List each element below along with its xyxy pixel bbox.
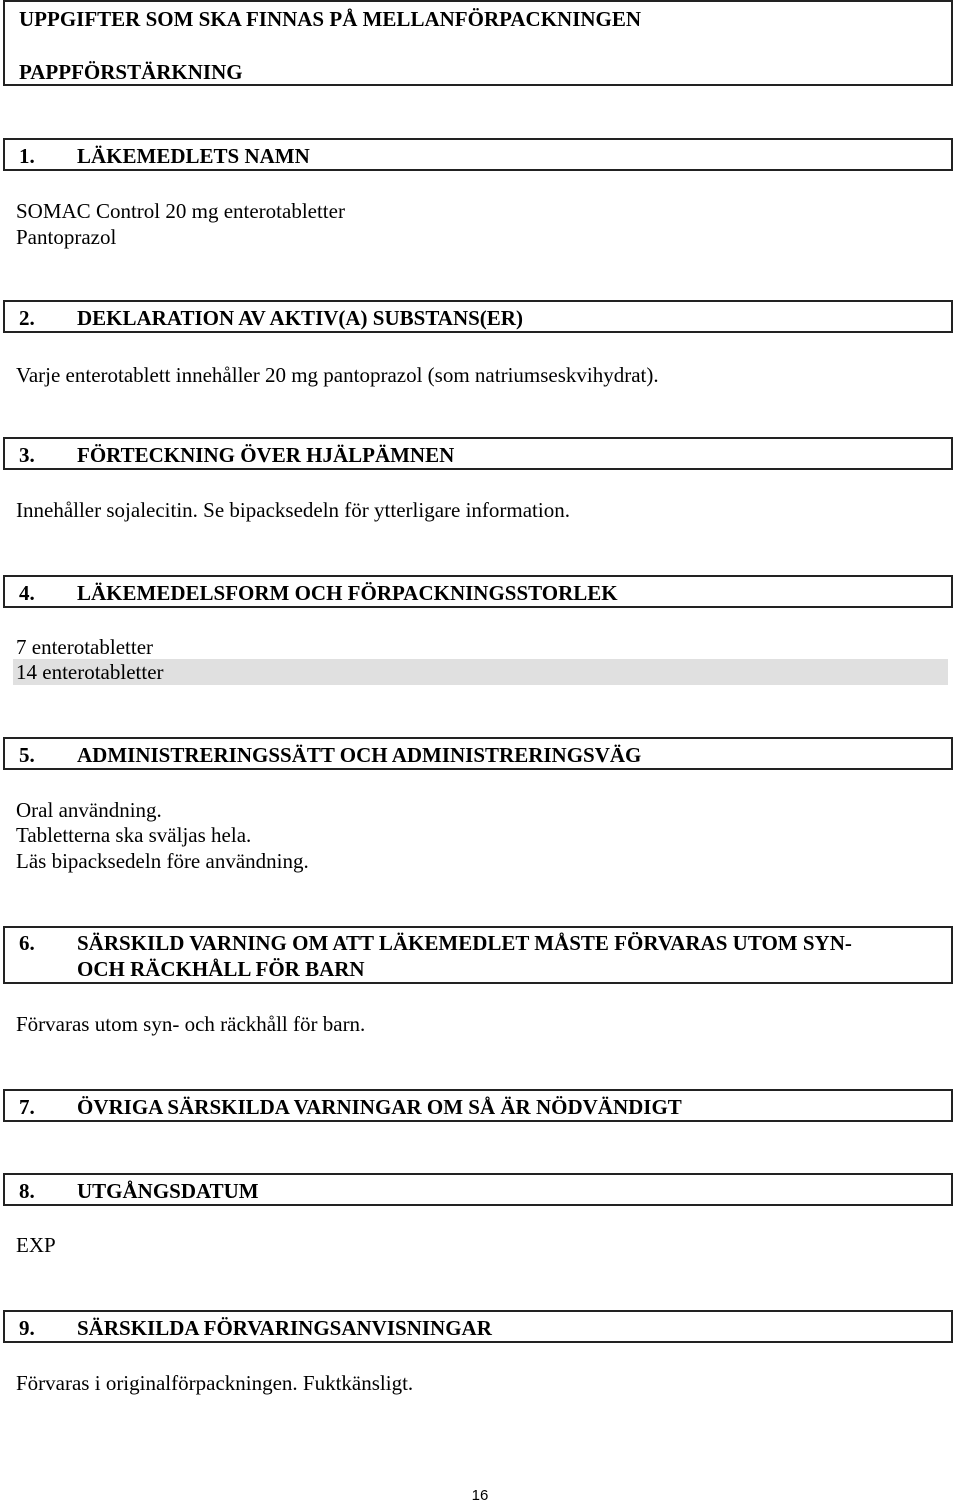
section-1-line-2: Pantoprazol	[16, 225, 117, 249]
section-8-line-1: EXP	[16, 1233, 56, 1257]
section-5-header	[3, 737, 953, 770]
section-1-header	[3, 138, 953, 171]
section-3-line-1: Innehåller sojalecitin. Se bipacksedeln för ytterligare information.	[16, 498, 570, 522]
section-6-title-line-1: SÄRSKILD VARNING OM ATT LÄKEMEDLET MÅSTE FÖRVARAS UTOM SYN-	[77, 931, 852, 955]
section-7-number: 7.	[19, 1095, 35, 1119]
section-7-header	[3, 1089, 953, 1122]
section-2-title: DEKLARATION AV AKTIV(A) SUBSTANS(ER)	[77, 306, 523, 330]
section-3-title: FÖRTECKNING ÖVER HJÄLPÄMNEN	[77, 443, 455, 467]
section-9-line-1: Förvaras i originalförpackningen. Fuktkänsligt.	[16, 1371, 414, 1395]
section-4-number: 4.	[19, 581, 35, 605]
section-8-number: 8.	[19, 1179, 35, 1203]
section-6-line-1: Förvaras utom syn- och räckhåll för barn.	[16, 1012, 366, 1036]
section-4-header	[3, 575, 953, 608]
section-7-title: ÖVRIGA SÄRSKILDA VARNINGAR OM SÅ ÄR NÖDVÄNDIGT	[77, 1095, 682, 1119]
section-2-number: 2.	[19, 306, 35, 330]
section-5-line-3: Läs bipacksedeln före användning.	[16, 849, 309, 873]
section-1-title: LÄKEMEDLETS NAMN	[77, 144, 310, 168]
section-4-line-1: 7 enterotabletter	[16, 635, 154, 659]
section-2-header	[3, 300, 953, 333]
section-5-number: 5.	[19, 743, 35, 767]
section-6-title-line-2: OCH RÄCKHÅLL FÖR BARN	[77, 957, 365, 981]
section-5-line-2: Tabletterna ska sväljas hela.	[16, 823, 252, 847]
section-2-line-1: Varje enterotablett innehåller 20 mg pantoprazol (som natriumseskvihydrat).	[16, 363, 659, 387]
section-6-header	[3, 926, 953, 984]
header-box	[3, 0, 953, 86]
section-3-number: 3.	[19, 443, 35, 467]
page-number: 16	[471, 1487, 489, 1504]
section-6-number: 6.	[19, 931, 35, 955]
section-1-line-1: SOMAC Control 20 mg enterotabletter	[16, 199, 345, 223]
section-4-title: LÄKEMEDELSFORM OCH FÖRPACKNINGSSTORLEK	[77, 581, 618, 605]
section-5-title: ADMINISTRERINGSSÄTT OCH ADMINISTRERINGSVÄG	[77, 743, 642, 767]
header-subtitle: PAPPFÖRSTÄRKNING	[19, 60, 243, 84]
section-5-line-1: Oral användning.	[16, 798, 162, 822]
section-9-title: SÄRSKILDA FÖRVARINGSANVISNINGAR	[77, 1316, 492, 1340]
section-4-line-2: 14 enterotabletter	[13, 659, 948, 685]
section-8-title: UTGÅNGSDATUM	[77, 1179, 259, 1203]
section-9-header	[3, 1310, 953, 1343]
section-3-header	[3, 437, 953, 470]
header-title: UPPGIFTER SOM SKA FINNAS PÅ MELLANFÖRPACKNINGEN	[19, 7, 642, 31]
section-8-header	[3, 1173, 953, 1206]
section-1-number: 1.	[19, 144, 35, 168]
section-9-number: 9.	[19, 1316, 35, 1340]
